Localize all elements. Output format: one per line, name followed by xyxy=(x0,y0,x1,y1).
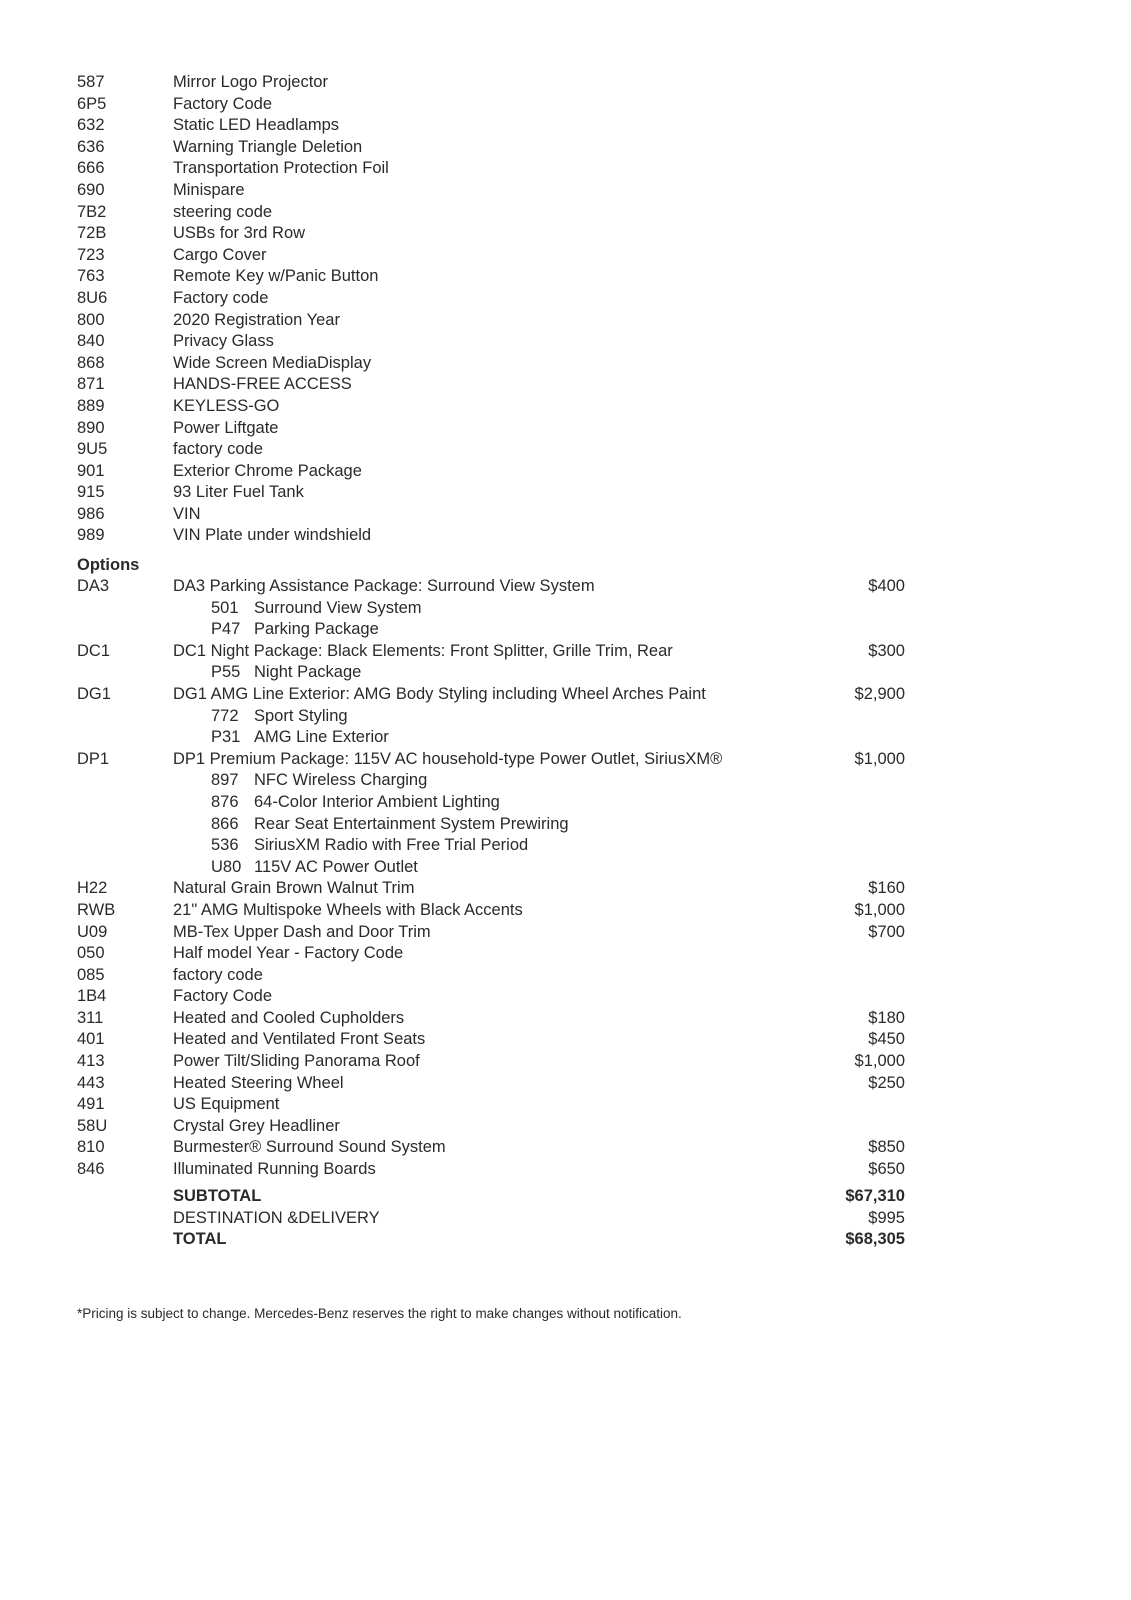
option-price: $300 xyxy=(868,641,905,660)
option-row xyxy=(0,900,1131,922)
option-code: RWB xyxy=(77,900,116,919)
code-description: Factory code xyxy=(173,288,269,307)
option-price: $250 xyxy=(868,1073,905,1092)
option-price: $160 xyxy=(868,879,905,898)
option-code: 58U xyxy=(77,1116,108,1135)
code-description: Privacy Glass xyxy=(173,332,274,351)
code-description: Factory Code xyxy=(173,94,273,113)
code-number: 587 xyxy=(77,73,105,91)
subitem-description: Surround View System xyxy=(254,598,422,617)
subitem-description: Rear Seat Entertainment System Prewiring xyxy=(254,814,569,833)
option-row xyxy=(0,965,1131,987)
code-description: steering code xyxy=(173,202,273,221)
code-description: Cargo Cover xyxy=(173,245,267,264)
option-description: Heated and Cooled Cupholders xyxy=(173,1008,405,1027)
code-description: HANDS-FREE ACCESS xyxy=(173,375,352,394)
option-description: Power Tilt/Sliding Panorama Roof xyxy=(173,1052,420,1071)
code-number: 636 xyxy=(77,137,105,156)
code-number: 6P5 xyxy=(77,94,107,113)
code-number: 9U5 xyxy=(77,440,108,459)
subitem-description: NFC Wireless Charging xyxy=(254,771,428,790)
code-row xyxy=(0,137,1131,159)
option-code: 1B4 xyxy=(77,987,107,1006)
code-number: 989 xyxy=(77,526,105,545)
option-code: 846 xyxy=(77,1160,105,1179)
option-description: Natural Grain Brown Walnut Trim xyxy=(173,879,415,898)
total-row xyxy=(0,1229,1131,1251)
option-row xyxy=(0,1073,1131,1095)
subitem-code: P55 xyxy=(211,663,241,682)
totals-block xyxy=(0,1186,1131,1251)
subitem-description: Parking Package xyxy=(254,620,379,639)
code-description: Static LED Headlamps xyxy=(173,116,339,135)
option-subitem-row xyxy=(0,792,1131,814)
code-row xyxy=(0,158,1131,180)
code-row xyxy=(0,245,1131,267)
code-description: VIN xyxy=(173,504,201,523)
option-row xyxy=(0,1137,1131,1159)
option-row xyxy=(0,1094,1131,1116)
subitem-code: 897 xyxy=(211,771,239,790)
option-subitem-row xyxy=(0,770,1131,792)
option-subitem-row xyxy=(0,662,1131,684)
code-row xyxy=(0,374,1131,396)
code-row xyxy=(0,439,1131,461)
code-number: 7B2 xyxy=(77,202,107,221)
code-number: 800 xyxy=(77,310,105,329)
option-code: 810 xyxy=(77,1138,105,1157)
code-number: 890 xyxy=(77,418,105,437)
code-description: Exterior Chrome Package xyxy=(173,461,362,480)
code-number: 72B xyxy=(77,224,107,243)
code-description: Remote Key w/Panic Button xyxy=(173,267,379,286)
option-row xyxy=(0,878,1131,900)
code-row xyxy=(0,418,1131,440)
option-description: Illuminated Running Boards xyxy=(173,1160,376,1179)
code-number: 986 xyxy=(77,504,105,523)
subitem-description: AMG Line Exterior xyxy=(254,728,389,747)
option-description: MB-Tex Upper Dash and Door Trim xyxy=(173,922,431,941)
option-row xyxy=(0,1116,1131,1138)
code-number: 666 xyxy=(77,159,105,178)
option-code: 413 xyxy=(77,1052,105,1071)
code-number: 840 xyxy=(77,332,105,351)
subitem-code: 866 xyxy=(211,814,239,833)
option-subitem-row xyxy=(0,598,1131,620)
option-code: 443 xyxy=(77,1073,105,1092)
total-value: $67,310 xyxy=(845,1187,905,1205)
option-price: $180 xyxy=(868,1008,905,1027)
subitem-code: 501 xyxy=(211,598,239,617)
option-code: U09 xyxy=(77,922,108,941)
code-description: Wide Screen MediaDisplay xyxy=(173,353,372,372)
option-price: $1,000 xyxy=(854,749,905,768)
option-code: DC1 xyxy=(77,641,111,660)
code-number: 901 xyxy=(77,461,105,480)
code-row xyxy=(0,115,1131,137)
options-header-row xyxy=(0,555,1131,577)
option-row xyxy=(0,1029,1131,1051)
option-description: Burmester® Surround Sound System xyxy=(173,1138,446,1157)
option-row xyxy=(0,641,1131,663)
option-price: $1,000 xyxy=(854,1052,905,1071)
subitem-code: P31 xyxy=(211,728,241,747)
option-subitem-row xyxy=(0,835,1131,857)
subitem-description: SiriusXM Radio with Free Trial Period xyxy=(254,836,529,855)
code-number: 690 xyxy=(77,180,105,199)
code-row xyxy=(0,180,1131,202)
total-row xyxy=(0,1186,1131,1208)
code-description: Warning Triangle Deletion xyxy=(173,137,363,156)
code-number: 868 xyxy=(77,353,105,372)
option-code: 491 xyxy=(77,1095,105,1114)
total-label: DESTINATION &DELIVERY xyxy=(173,1208,380,1227)
option-subitem-row xyxy=(0,619,1131,641)
option-description: DG1 AMG Line Exterior: AMG Body Styling including Wheel Arches Paint xyxy=(173,684,706,703)
code-number: 763 xyxy=(77,267,105,286)
option-description: Heated Steering Wheel xyxy=(173,1073,344,1092)
option-description: DC1 Night Package: Black Elements: Front Splitter, Grille Trim, Rear xyxy=(173,641,673,660)
option-code: 401 xyxy=(77,1030,105,1049)
code-row xyxy=(0,288,1131,310)
option-description: Heated and Ventilated Front Seats xyxy=(173,1030,426,1049)
code-description: Power Liftgate xyxy=(173,418,279,437)
subitem-code: 772 xyxy=(211,706,239,725)
subitem-description: 115V AC Power Outlet xyxy=(254,857,418,876)
option-subitem-row xyxy=(0,857,1131,879)
code-row xyxy=(0,202,1131,224)
option-row xyxy=(0,1159,1131,1181)
total-label: SUBTOTAL xyxy=(173,1187,262,1205)
code-row xyxy=(0,310,1131,332)
code-row xyxy=(0,72,1131,94)
code-description: KEYLESS-GO xyxy=(173,396,280,415)
option-description: DA3 Parking Assistance Package: Surround View System xyxy=(173,577,595,595)
option-subitem-row xyxy=(0,814,1131,836)
option-code: DP1 xyxy=(77,749,110,768)
option-price: $850 xyxy=(868,1138,905,1157)
option-code: 085 xyxy=(77,965,105,984)
code-description: USBs for 3rd Row xyxy=(173,224,306,243)
subitem-description: Night Package xyxy=(254,663,362,682)
code-row xyxy=(0,331,1131,353)
option-code: DG1 xyxy=(77,684,111,703)
option-row xyxy=(0,922,1131,944)
option-row xyxy=(0,1051,1131,1073)
option-code: 311 xyxy=(77,1008,104,1027)
option-subitem-row xyxy=(0,706,1131,728)
code-description: factory code xyxy=(173,440,263,459)
subitem-code: 876 xyxy=(211,792,239,811)
code-row xyxy=(0,353,1131,375)
option-description: Crystal Grey Headliner xyxy=(173,1116,340,1135)
option-subitem-row xyxy=(0,727,1131,749)
option-row xyxy=(0,749,1131,771)
code-number: 889 xyxy=(77,396,105,415)
code-description: Minispare xyxy=(173,180,245,199)
total-value: $995 xyxy=(868,1208,905,1227)
code-description: Transportation Protection Foil xyxy=(173,159,389,178)
total-row xyxy=(0,1208,1131,1230)
subitem-code: P47 xyxy=(211,620,241,639)
option-description: Factory Code xyxy=(173,987,273,1006)
option-description: DP1 Premium Package: 115V AC household-type Power Outlet, SiriusXM® xyxy=(173,749,723,768)
code-row xyxy=(0,461,1131,483)
subitem-description: 64-Color Interior Ambient Lighting xyxy=(254,792,500,811)
code-description: 2020 Registration Year xyxy=(173,310,340,329)
option-row xyxy=(0,576,1131,598)
option-price: $400 xyxy=(868,577,905,595)
option-row xyxy=(0,943,1131,965)
options-heading: Options xyxy=(77,556,140,574)
subitem-code: 536 xyxy=(211,836,239,855)
code-row xyxy=(0,504,1131,526)
subitem-code: U80 xyxy=(211,857,242,876)
option-price: $2,900 xyxy=(854,684,905,703)
option-description: 21" AMG Multispoke Wheels with Black Accents xyxy=(173,900,523,919)
option-description: Half model Year - Factory Code xyxy=(173,944,404,963)
option-price: $450 xyxy=(868,1030,905,1049)
option-price: $700 xyxy=(868,922,905,941)
option-description: factory code xyxy=(173,965,263,984)
code-description: 93 Liter Fuel Tank xyxy=(173,483,304,502)
code-row xyxy=(0,223,1131,245)
code-row xyxy=(0,525,1131,547)
code-row xyxy=(0,266,1131,288)
standard-codes-list xyxy=(0,72,1131,547)
code-row xyxy=(0,94,1131,116)
option-code: 050 xyxy=(77,944,105,963)
total-label: TOTAL xyxy=(173,1230,227,1249)
option-row xyxy=(0,1008,1131,1030)
code-number: 632 xyxy=(77,116,105,135)
option-row xyxy=(0,684,1131,706)
code-description: Mirror Logo Projector xyxy=(173,73,328,91)
options-list xyxy=(0,576,1131,1181)
code-number: 723 xyxy=(77,245,105,264)
code-number: 915 xyxy=(77,483,105,502)
code-row xyxy=(0,482,1131,504)
code-number: 871 xyxy=(77,375,105,394)
option-price: $650 xyxy=(868,1160,905,1179)
code-row xyxy=(0,396,1131,418)
code-description: VIN Plate under windshield xyxy=(173,526,372,545)
total-value: $68,305 xyxy=(845,1230,905,1249)
option-code: DA3 xyxy=(77,577,110,595)
option-row xyxy=(0,986,1131,1008)
option-code: H22 xyxy=(77,879,108,898)
subitem-description: Sport Styling xyxy=(254,706,348,725)
option-description: US Equipment xyxy=(173,1095,280,1114)
pricing-footnote: *Pricing is subject to change. Mercedes-Benz reserves the right to make changes without notification. xyxy=(77,1306,682,1321)
code-number: 8U6 xyxy=(77,288,108,307)
option-price: $1,000 xyxy=(854,900,905,919)
